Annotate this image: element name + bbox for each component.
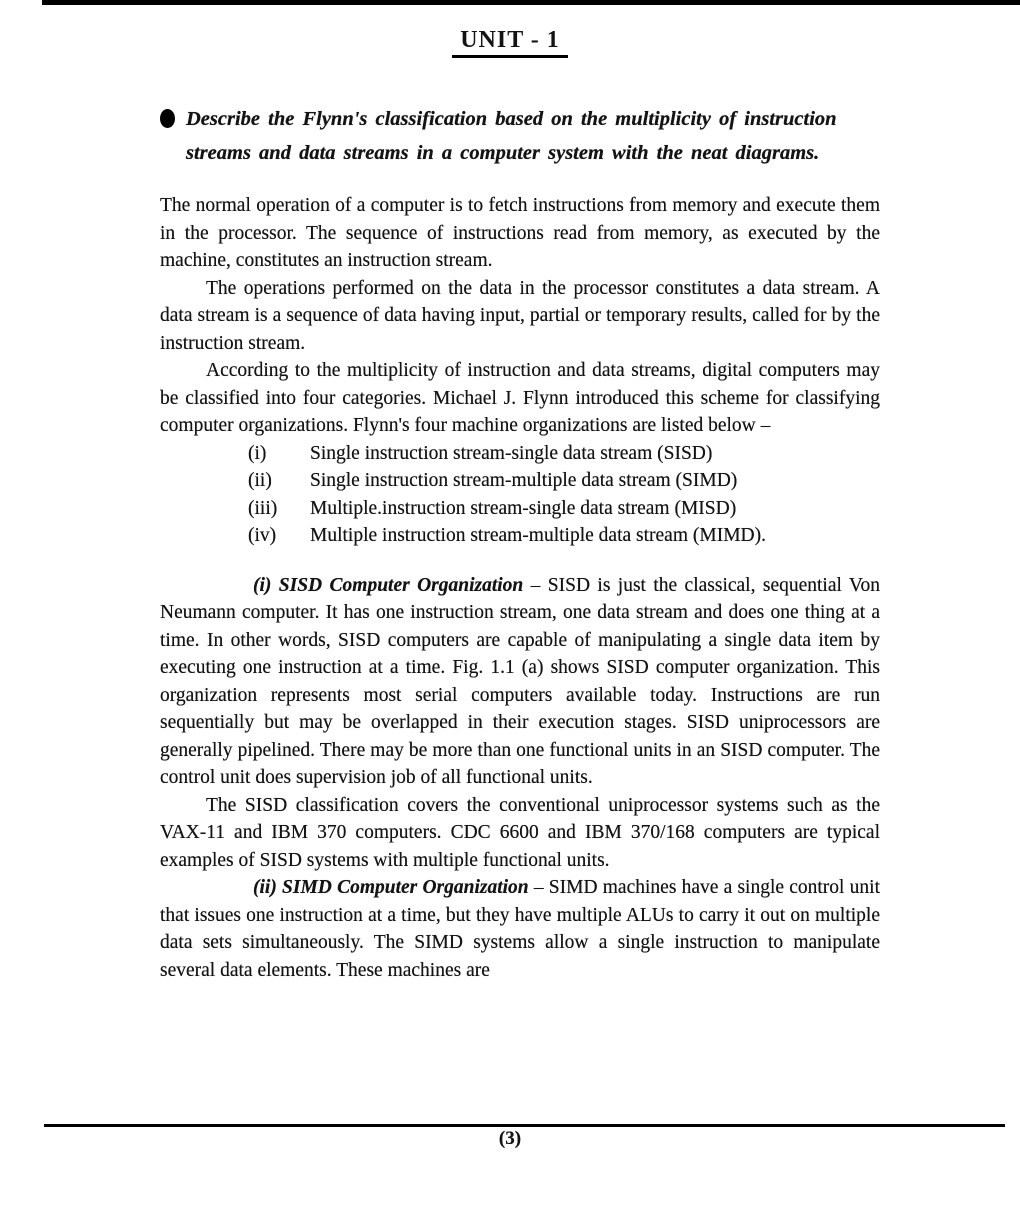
section-heading-simd: (ii) SIMD Computer Organization [253, 877, 529, 898]
question-block [160, 102, 866, 170]
section-text-simd: – SIMD machines have a single control unit that issues one instruction at a time, but they have multiple ALUs to carry it out on multiple data sets simultaneously. The SIMD systems allow a single instruction to manipulate several data elements. These machines are [160, 877, 881, 981]
list-item-simd [248, 467, 880, 495]
list-item-number: (iv) [248, 525, 277, 546]
list-item-mimd [248, 522, 880, 550]
list-item-text: Single instruction stream-single data stream (SISD) [310, 442, 713, 464]
classification-list [248, 440, 880, 550]
page-title: UNIT - 1 [452, 27, 568, 58]
list-item-text: Multiple.instruction stream-single data stream (MISD) [310, 497, 737, 519]
list-item-number: (ii) [248, 470, 272, 491]
paragraph-instruction-stream: The normal operation of a computer is to fetch instructions from memory and execute them in the processor. The sequence of instructions read from memory, as executed by the machine, constitutes an instruction stream. [160, 195, 880, 271]
list-item-text: Single instruction stream-multiple data stream (SIMD) [310, 470, 738, 491]
list-item-sisd [248, 440, 880, 468]
footer-divider [44, 1124, 1005, 1127]
question-text: Describe the Flynn's classification based on the multiplicity of instruction streams and data streams in a computer system with the neat diagrams. [186, 108, 837, 164]
list-item-misd [248, 495, 880, 523]
bullet-icon [160, 109, 175, 128]
paragraph-data-stream: The operations performed on the data in the processor constitutes a data stream. A data stream is a sequence of data having input, partial or temporary results, called for by the instruction stream. [160, 277, 880, 354]
section-simd [160, 874, 880, 984]
paragraph-sisd-examples: The SISD classification covers the conventional uniprocessor systems such as the VAX-11 and IBM 370 computers. CDC 6600 and IBM 370/168 computers are typical examples of SISD systems with multiple functional units. [160, 794, 880, 871]
title-row [0, 0, 1020, 58]
section-sisd [160, 572, 880, 792]
page-number: (3) [498, 1128, 522, 1149]
scan-artifact-top-bar [42, 0, 1020, 5]
list-item-number: (iii) [248, 497, 278, 519]
page-content [160, 102, 880, 984]
section-text-sisd: – SISD is just the classical, sequential Von Neumann computer. It has one instruction stream, one data stream and does one thing at a time. In other words, SISD computers are capable of manipulating a single data item by executing one instruction at a time. Fig. 1.1 (a) shows SISD computer organization. This organization represents most serial computers available today. Instructions are run sequentially but may be overlapped in their execution stages. SISD uniprocessors are generally pipelined. There may be more than one functional units in an SISD computer. The control unit does supervision job of all functional units. [160, 574, 880, 788]
section-heading-sisd: (i) SISD Computer Organization [253, 574, 524, 596]
list-item-text: Multiple instruction stream-multiple data stream (MIMD). [310, 525, 766, 546]
paragraph-flynn-categories: According to the multiplicity of instruction and data streams, digital computers may be classified into four categories. Michael J. Flynn introduced this scheme for classifying computer organizations. Flynn's four machine organizations are listed below – [160, 360, 880, 436]
list-item-number: (i) [248, 442, 267, 464]
